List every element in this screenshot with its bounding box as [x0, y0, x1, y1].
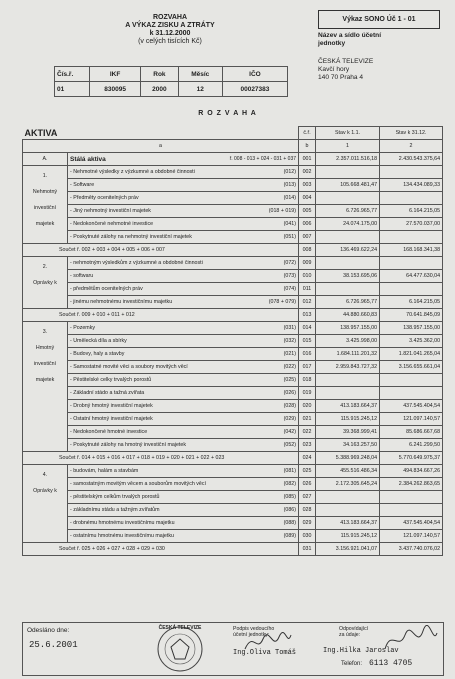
total-row: 001: [299, 153, 316, 166]
row-value-1: 413.183.664,37: [316, 517, 380, 530]
group-name: majetek: [35, 377, 55, 383]
id-value-rok: 2000: [141, 82, 178, 97]
entity-label-1: Název a sídlo účetní: [318, 32, 382, 39]
row-ref: (031): [264, 322, 299, 335]
row-value-2: 121.097.140,57: [380, 530, 443, 543]
row-ref: (014): [264, 192, 299, 205]
sum-value-1: 44.880.660,83: [316, 309, 380, 322]
row-value-2: 134.434.089,33: [380, 179, 443, 192]
title-line-2: A VÝKAZ ZISKU A ZTRÁTY: [125, 22, 215, 29]
resp-block: [339, 626, 368, 638]
group-name: majetek: [35, 221, 55, 227]
row-ref: (088): [264, 517, 299, 530]
row-number: 019: [299, 387, 316, 400]
id-header-cisr: Čís.ř.: [55, 67, 90, 82]
title-line-4: (v celých tisících Kč): [138, 38, 202, 45]
row-label: - Pozemky: [68, 322, 264, 335]
row-number: 028: [299, 504, 316, 517]
row-ref: (028): [264, 400, 299, 413]
row-value-1: 138.957.155,00: [316, 322, 380, 335]
table-row: [23, 205, 443, 218]
row-ref: (051): [264, 231, 299, 244]
aktiva-heading: AKTIVA: [23, 127, 299, 140]
group-name: Oprávky k: [33, 488, 57, 494]
row-number: 012: [299, 296, 316, 309]
row-ref: (089): [264, 530, 299, 543]
row-label: - Nehmotné výsledky z výzkumné a obdobné činnosti: [68, 166, 264, 179]
row-number: 029: [299, 517, 316, 530]
sum-value-2: 5.770.649.975,37: [380, 452, 443, 465]
row-value-1: 34.163.257,50: [316, 439, 380, 452]
row-label: - pěstitelským celkům trvalých porostů: [68, 491, 264, 504]
table-row: [23, 478, 443, 491]
table-row: [23, 270, 443, 283]
row-value-1: [316, 257, 380, 270]
sum-row-number: 013: [299, 309, 316, 322]
group-code: 3.: [42, 329, 48, 335]
row-number: 023: [299, 439, 316, 452]
row-value-2: 494.834.667,26: [380, 465, 443, 478]
sum-row: [23, 309, 443, 322]
sent-label: Odesláno dne:: [27, 627, 70, 634]
title-line-3: k 31.12.2000: [149, 30, 191, 37]
row-label: - jinému nehmotnému investičnímu majetku: [68, 296, 264, 309]
row-ref: (086): [264, 504, 299, 517]
total-label: Stálá aktiva: [70, 155, 106, 163]
row-value-2: [380, 283, 443, 296]
row-number: 014: [299, 322, 316, 335]
sum-row: [23, 244, 443, 257]
row-label: - Budovy, haly a stavby: [68, 348, 264, 361]
row-number: 011: [299, 283, 316, 296]
group-name: Hmotný: [35, 345, 55, 351]
col-number-2: 2: [380, 140, 443, 153]
row-number: 022: [299, 426, 316, 439]
row-value-1: [316, 283, 380, 296]
row-value-2: 27.570.037,00: [380, 218, 443, 231]
row-number: 027: [299, 491, 316, 504]
row-number: 009: [299, 257, 316, 270]
table-row: [23, 179, 443, 192]
table-row: [23, 504, 443, 517]
id-value-mesic: 12: [178, 82, 222, 97]
table-row: [23, 465, 443, 478]
entity-info: [318, 32, 448, 82]
row-value-1: 455.516.486,34: [316, 465, 380, 478]
group-code: 4.: [42, 472, 48, 478]
row-value-1: [316, 192, 380, 205]
aktiva-table: [22, 126, 443, 556]
footer: [22, 622, 444, 676]
row-value-1: 105.668.481,47: [316, 179, 380, 192]
table-row: [23, 166, 443, 179]
sum-label: Součet ř. 009 + 010 + 011 + 012: [23, 309, 299, 322]
group-code: 2.: [42, 264, 48, 270]
table-row: [23, 491, 443, 504]
row-label: - Nedokončené hmotné investice: [68, 426, 264, 439]
row-ref: (073): [264, 270, 299, 283]
group-name: Nehmotný: [32, 189, 58, 195]
table-row: [23, 335, 443, 348]
row-ref: (032): [264, 335, 299, 348]
row-value-1: 38.153.695,06: [316, 270, 380, 283]
row-label: - Ostatní hmotný investiční majetek: [68, 413, 264, 426]
row-value-2: 1.821.041.265,04: [380, 348, 443, 361]
row-value-1: [316, 504, 380, 517]
sum-row: [23, 452, 443, 465]
row-label: - Software: [68, 179, 264, 192]
row-label: - nehmotným výsledkům z výzkumné a obdobné činnosti: [68, 257, 264, 270]
row-value-1: [316, 387, 380, 400]
row-number: 002: [299, 166, 316, 179]
row-label: - Nedokončené nehmotné investice: [68, 218, 264, 231]
col-header-cr: č.ř.: [299, 127, 316, 140]
row-ref: (052): [264, 439, 299, 452]
row-value-2: 6.241.299,50: [380, 439, 443, 452]
row-ref: (082): [264, 478, 299, 491]
row-label: - Poskytnuté zálohy na nehmotný investiční majetek: [68, 231, 264, 244]
row-number: 017: [299, 361, 316, 374]
table-row: [23, 413, 443, 426]
table-row: [23, 192, 443, 205]
row-value-1: 24.074.175,00: [316, 218, 380, 231]
table-row: [23, 439, 443, 452]
table-row: [23, 517, 443, 530]
row-ref: (026): [264, 387, 299, 400]
row-number: 020: [299, 400, 316, 413]
aktiva-table-wrap: [22, 126, 442, 556]
total-code: A.: [23, 153, 68, 166]
id-header-ico: IČO: [222, 67, 287, 82]
table-row: [23, 400, 443, 413]
row-value-2: 6.164.215,05: [380, 296, 443, 309]
row-value-2: 437.545.404,54: [380, 400, 443, 413]
sum-value-1: 136.469.622,24: [316, 244, 380, 257]
row-label: - ostatnímu hmotnému investičnímu majetku: [68, 530, 264, 543]
sum-label: Součet ř. 002 + 003 + 004 + 005 + 006 + 007: [23, 244, 299, 257]
stamp-icon: [151, 625, 209, 673]
row-ref: (085): [264, 491, 299, 504]
sum-row-number: 031: [299, 543, 316, 556]
row-ref: (018 + 019): [264, 205, 299, 218]
row-label: - Umělecká díla a sbírky: [68, 335, 264, 348]
row-value-2: [380, 491, 443, 504]
section-title: R O Z V A H A: [198, 110, 257, 117]
row-value-2: 64.477.630,04: [380, 270, 443, 283]
row-ref: (074): [264, 283, 299, 296]
table-row: [23, 283, 443, 296]
form-code-box: [318, 10, 440, 29]
row-ref: (012): [264, 166, 299, 179]
row-label: - Drobný hmotný investiční majetek: [68, 400, 264, 413]
group-label-cell: [23, 257, 68, 309]
row-value-1: 413.183.664,37: [316, 400, 380, 413]
row-value-2: [380, 166, 443, 179]
total-formula: ř. 008 - 013 + 024 - 031 + 037: [229, 155, 297, 162]
id-table: [54, 66, 288, 97]
row-ref: (029): [264, 413, 299, 426]
sum-value-1: 5.388.969.248,04: [316, 452, 380, 465]
row-ref: (013): [264, 179, 299, 192]
col-letter-b: b: [299, 140, 316, 153]
row-value-2: [380, 257, 443, 270]
row-ref: (078 + 079): [264, 296, 299, 309]
resp-signature-icon: [383, 625, 439, 655]
sum-value-1: 3.156.921.041,07: [316, 543, 380, 556]
total-label-cell: [68, 153, 299, 166]
head-name: Ing.Oliva Tomáš: [233, 649, 297, 657]
col-number-1: 1: [316, 140, 380, 153]
group-label-cell: [23, 465, 68, 543]
row-label: - Základní stádo a tažná zvířata: [68, 387, 264, 400]
stamp-text: ČESKÁ TELEVIZE: [158, 625, 202, 631]
row-value-1: 115.915.245,12: [316, 530, 380, 543]
col-header-stav-1-1: Stav k 1.1.: [316, 127, 380, 140]
row-ref: (081): [264, 465, 299, 478]
row-value-2: [380, 192, 443, 205]
phone-value: 6113 4705: [369, 659, 413, 668]
row-label: - Jiný nehmotný investiční majetek: [68, 205, 264, 218]
col-header-stav-31-12: Stav k 31.12.: [380, 127, 443, 140]
row-number: 010: [299, 270, 316, 283]
row-value-1: 6.726.965,77: [316, 205, 380, 218]
row-value-1: 2.172.305.645,24: [316, 478, 380, 491]
table-row: [23, 231, 443, 244]
resp-label-1: Odpovídající: [339, 626, 369, 632]
resp-name: Ing.Hilka Jaroslav: [323, 647, 399, 655]
row-number: 016: [299, 348, 316, 361]
table-row: [23, 530, 443, 543]
id-value-ikf: 830095: [90, 82, 141, 97]
row-value-2: 138.957.155,00: [380, 322, 443, 335]
row-value-1: [316, 491, 380, 504]
form-code: Výkaz SONO Úč 1 - 01: [342, 16, 416, 23]
row-value-1: 39.368.999,41: [316, 426, 380, 439]
row-ref: (072): [264, 257, 299, 270]
row-value-1: 6.726.965,77: [316, 296, 380, 309]
sum-row-number: 008: [299, 244, 316, 257]
total-v1: 2.357.011.516,18: [316, 153, 380, 166]
phone-label: Telefon:: [341, 661, 363, 667]
row-number: 007: [299, 231, 316, 244]
row-value-2: 85.686.667,68: [380, 426, 443, 439]
row-number: 003: [299, 179, 316, 192]
row-label: - Poskytnuté zálohy na hmotný investiční majetek: [68, 439, 264, 452]
row-ref: (042): [264, 426, 299, 439]
id-value-ico: 00027383: [222, 82, 287, 97]
entity-city: 140 70 Praha 4: [318, 74, 364, 81]
title-line-1: ROZVAHA: [152, 14, 188, 21]
head-label-2: účetní jednotky:: [233, 632, 270, 638]
document-title: [70, 14, 270, 46]
sum-label: Součet ř. 014 + 015 + 016 + 017 + 018 + 019 + 020 + 021 + 022 + 023: [23, 452, 299, 465]
resp-label-2: za údaje:: [339, 632, 361, 638]
row-value-2: [380, 231, 443, 244]
sum-value-2: 168.168.341,38: [380, 244, 443, 257]
row-number: 015: [299, 335, 316, 348]
id-header-ikf: IKF: [90, 67, 141, 82]
row-number: 005: [299, 205, 316, 218]
row-label: - samostatným movitým věcem a souborům movitých věcí: [68, 478, 264, 491]
row-number: 018: [299, 374, 316, 387]
row-value-1: 2.959.843.727,32: [316, 361, 380, 374]
row-label: - Samostatné movité věci a soubory movitých věcí: [68, 361, 264, 374]
row-value-1: 1.684.111.201,32: [316, 348, 380, 361]
head-label-1: Podpis vedoucího: [233, 626, 275, 632]
row-ref: (022): [264, 361, 299, 374]
sum-row-number: 024: [299, 452, 316, 465]
row-value-2: [380, 504, 443, 517]
row-ref: (025): [264, 374, 299, 387]
row-label: - budovám, halám a stavbám: [68, 465, 264, 478]
table-row: [23, 348, 443, 361]
row-value-1: 115.915.245,12: [316, 413, 380, 426]
row-label: - drobnému hmotnému investičnímu majetku: [68, 517, 264, 530]
table-row: [23, 426, 443, 439]
table-row: [23, 322, 443, 335]
table-row: [23, 361, 443, 374]
sum-label: Součet ř. 025 + 026 + 027 + 028 + 029 + 030: [23, 543, 299, 556]
group-name: investiční: [33, 205, 57, 211]
row-value-1: 3.425.998,00: [316, 335, 380, 348]
entity-label-2: jednotky: [318, 40, 346, 47]
row-number: 021: [299, 413, 316, 426]
row-value-1: [316, 231, 380, 244]
row-value-2: 6.164.215,05: [380, 205, 443, 218]
table-row: [23, 374, 443, 387]
row-label: - Předměty ocenitelných práv: [68, 192, 264, 205]
row-value-2: 2.384.262.863,65: [380, 478, 443, 491]
row-ref: (041): [264, 218, 299, 231]
table-row: [23, 218, 443, 231]
id-header-mesic: Měsíc: [178, 67, 222, 82]
row-value-2: 3.156.655.661,04: [380, 361, 443, 374]
group-name: investiční: [33, 361, 57, 367]
group-code: 1.: [42, 173, 48, 179]
row-ref: (021): [264, 348, 299, 361]
table-row: [23, 296, 443, 309]
official-stamp: [151, 625, 209, 673]
table-row: [23, 387, 443, 400]
sum-value-2: 70.641.845,09: [380, 309, 443, 322]
row-label: - základnímu stádu a tažným zvířatům: [68, 504, 264, 517]
row-value-1: [316, 374, 380, 387]
row-number: 030: [299, 530, 316, 543]
sum-value-2: 3.437.740.076,02: [380, 543, 443, 556]
col-letter-a: a: [23, 140, 299, 153]
row-number: 025: [299, 465, 316, 478]
row-label: - softwaru: [68, 270, 264, 283]
row-value-1: [316, 166, 380, 179]
row-label: - Pěstitelské celky trvalých porostů: [68, 374, 264, 387]
sent-date: 25.6.2001: [29, 640, 78, 650]
id-value-cisr: 01: [55, 82, 90, 97]
group-label-cell: [23, 166, 68, 244]
id-header-rok: Rok: [141, 67, 178, 82]
sum-row: [23, 543, 443, 556]
row-number: 026: [299, 478, 316, 491]
row-value-2: [380, 387, 443, 400]
group-label-cell: [23, 322, 68, 452]
row-number: 006: [299, 218, 316, 231]
row-value-2: 3.425.362,00: [380, 335, 443, 348]
row-number: 004: [299, 192, 316, 205]
total-v2: 2.430.543.375,64: [380, 153, 443, 166]
row-value-2: [380, 374, 443, 387]
row-label: - předmětům ocenitelných práv: [68, 283, 264, 296]
row-value-2: 437.545.404,54: [380, 517, 443, 530]
entity-name: ČESKÁ TELEVIZE: [318, 58, 374, 65]
entity-street: Kavčí hory: [318, 66, 350, 73]
head-signature-icon: [243, 629, 293, 655]
group-name: Oprávky k: [33, 280, 57, 286]
table-row: [23, 257, 443, 270]
row-value-2: 121.097.140,57: [380, 413, 443, 426]
